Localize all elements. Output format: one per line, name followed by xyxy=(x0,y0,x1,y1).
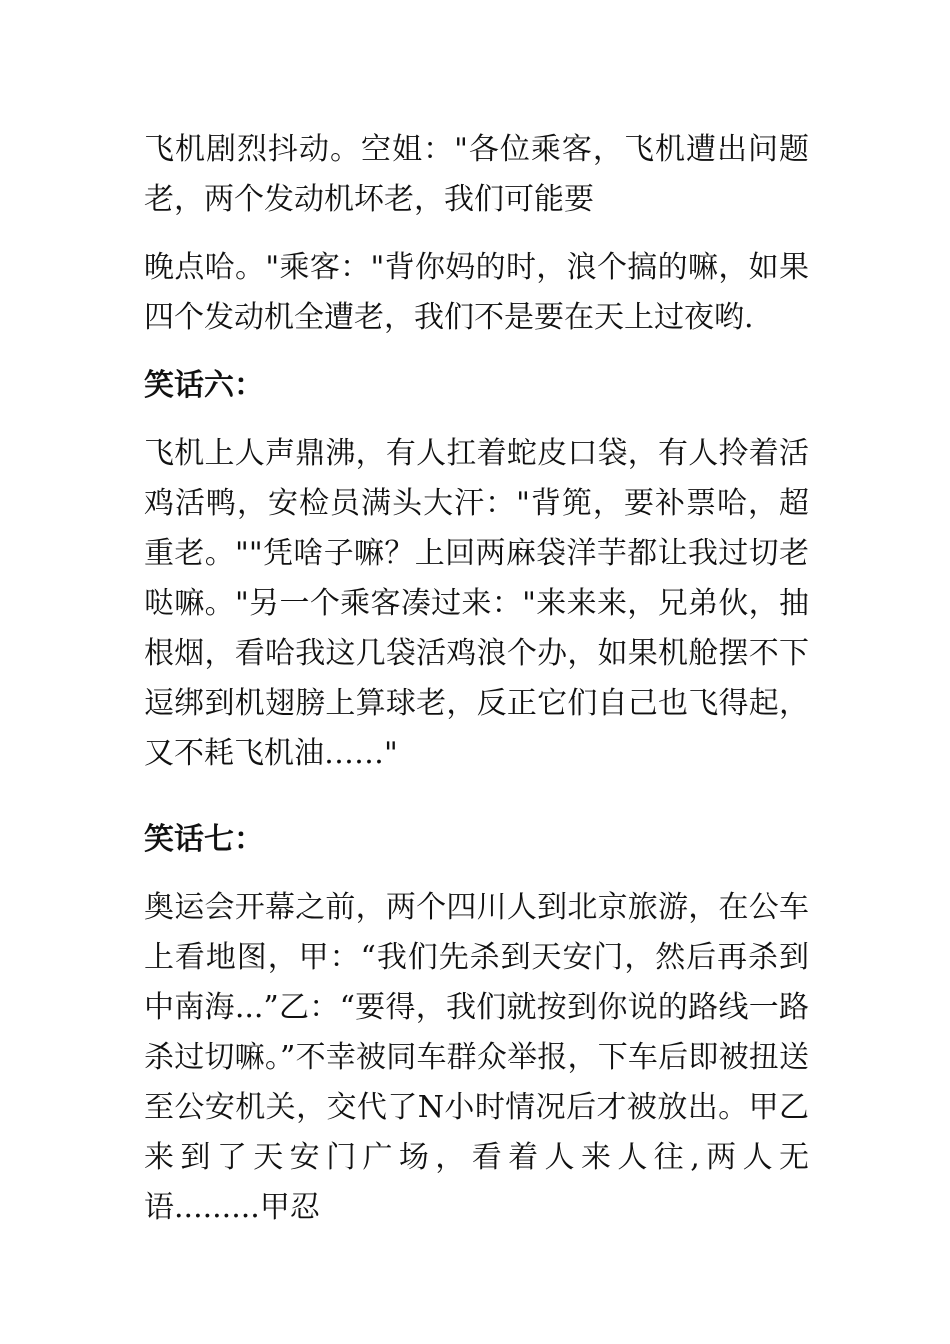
document-body xyxy=(144,125,809,1251)
heading-joke-six: 笑话六： xyxy=(144,368,264,403)
paragraph-3: 飞机上人声鼎沸，有人扛着蛇皮口袋，有人拎着活鸡活鸭，安检员满头大汗："背篼，要补票哈，超重老。""凭啥子嘛？上回两麻袋洋芋都让我过切老哒嘛。"另一个乘客凑过来："来来来，兄弟伙，抽根烟，看哈我这几袋活鸡浪个办，如果机舱摆不下逗绑到机翅膀上算球老，反正它们自己也飞得起，又不耗飞机油……" xyxy=(144,436,809,771)
paragraph-1: 飞机剧烈抖动。空姐："各位乘客，飞机遭出问题老，两个发动机坏老，我们可能要 xyxy=(144,132,809,217)
section-spacer xyxy=(144,797,809,815)
paragraph-4: 奥运会开幕之前，两个四川人到北京旅游，在公车上看地图，甲：“我们先杀到天安门，然后再杀到中南海...”乙：“要得，我们就按到你说的路线一路杀过切嘛。”不幸被同车群众举报，下车后即被扭送至公安机关，交代了N小时情况后才被放出。甲乙来到了天安门广场，看着人来人往,两人无语.........甲忍 xyxy=(144,890,809,1225)
paragraph-2: 晚点哈。"乘客："背你妈的时，浪个搞的嘛，如果四个发动机全遭老，我们不是要在天上过夜哟. xyxy=(144,250,809,335)
heading-joke-seven: 笑话七： xyxy=(144,822,264,857)
